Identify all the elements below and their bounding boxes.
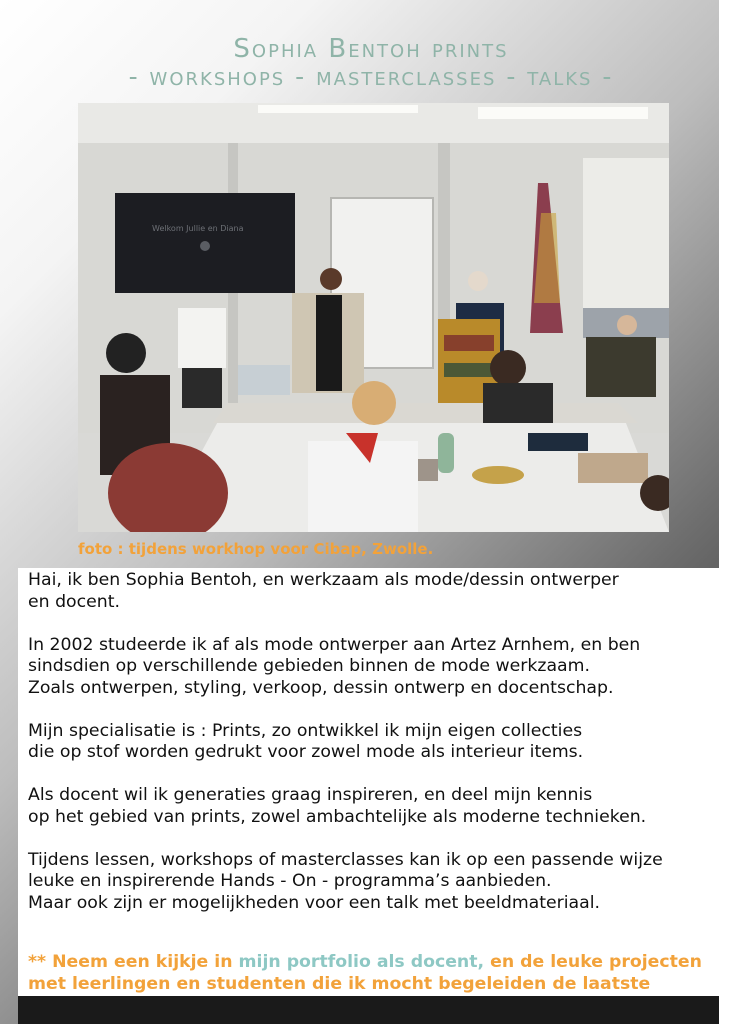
body-line — [28, 613, 718, 635]
page-subtitle: - workshops - masterclasses - talks - — [128, 62, 614, 91]
student-blonde-head — [352, 381, 396, 425]
presenter-top — [316, 295, 342, 391]
window-blinds — [583, 158, 669, 308]
student-white-shirt — [308, 441, 418, 532]
body-line: In 2002 studeerde ik af als mode ontwerper aan Artez Arnhem, en ben — [28, 634, 641, 655]
body-line — [28, 699, 718, 721]
workshop-photo-illustration — [78, 103, 669, 532]
body-line: leuke en inspirerende Hands - On - programma’s aanbieden. — [28, 871, 552, 891]
photo-caption: foto : tijdens workhop voor Cibap, Zwolle. — [78, 540, 434, 558]
callout-line-2: met leerlingen en studenten die ik mocht begeleiden de laatste — [28, 973, 651, 994]
body-line: die op stof worden gedrukt voor zowel mode als interieur items. — [28, 742, 584, 762]
body-line: Hai, ik ben Sophia Bentoh, en werkzaam als mode/dessin ontwerper — [28, 570, 619, 590]
water-bottle — [438, 433, 454, 473]
student-head — [106, 333, 146, 373]
body-line: sindsdien op verschillende gebieden binnen de mode werkzaam. — [28, 656, 590, 676]
student-head — [490, 350, 526, 386]
ceiling-light — [258, 105, 418, 113]
body-line: Mijn specialisatie is : Prints, zo ontwikkel ik mijn eigen collecties — [28, 720, 583, 741]
seated-person-head — [617, 315, 637, 335]
presenter-head — [320, 268, 342, 290]
student-body — [483, 383, 553, 423]
body-line: Tijdens lessen, workshops of masterclasses kan ik op een passende wijze — [28, 849, 663, 870]
mannequin-skirt — [182, 368, 222, 408]
fabric-piece — [578, 453, 648, 483]
colorful-garment-stripe — [444, 363, 494, 377]
tv-logo — [200, 241, 210, 251]
tv-screen-text: Welkom Jullie en Diana — [152, 224, 244, 233]
mannequin-shirt — [178, 308, 226, 368]
body-text — [28, 570, 718, 914]
fabric-piece — [528, 433, 588, 451]
workshop-photo — [78, 103, 669, 532]
body-line: op het gebied van prints, zowel ambachtelijke als moderne technieken. — [28, 806, 647, 827]
ceiling-light — [478, 107, 648, 119]
page-title: Sophia Bentoh prints — [233, 34, 509, 64]
callout-line-1 — [28, 952, 718, 974]
body-line: Als docent wil ik generaties graag inspireren, en deel mijn kennis — [28, 785, 593, 805]
callout-prefix: ** Neem een kijkje in — [28, 952, 239, 972]
body-line — [28, 764, 718, 786]
bottom-strip — [18, 996, 719, 1024]
portfolio-link[interactable]: mijn portfolio als docent, — [238, 952, 485, 972]
table-edge — [213, 403, 638, 423]
callout-suffix: en de leuke projecten — [484, 952, 702, 972]
body-line: Maar ook zijn er mogelijkheden voor een talk met beeldmateriaal. — [28, 892, 601, 913]
mannequin-head — [468, 271, 488, 291]
body-line — [28, 828, 718, 850]
tape-roll — [472, 466, 524, 484]
colorful-garment-stripe — [444, 335, 494, 351]
body-line: Zoals ontwerpen, styling, verkoop, dessin ontwerp en docentschap. — [28, 677, 614, 698]
body-line: en docent. — [28, 591, 120, 612]
storage-box — [238, 365, 290, 395]
seated-person-body — [586, 337, 656, 397]
